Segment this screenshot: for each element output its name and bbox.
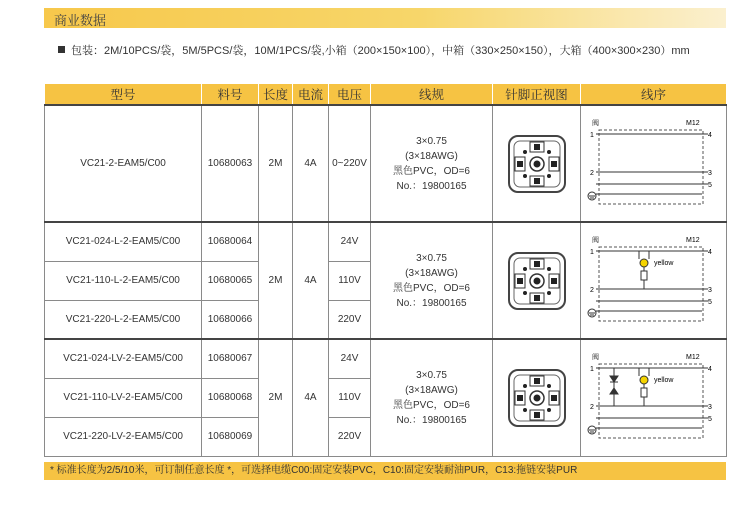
voltage-cell: 220V	[329, 300, 371, 339]
led-icon	[640, 376, 648, 384]
part-cell: 10680067	[202, 339, 259, 378]
pin-label: 4	[707, 365, 712, 373]
led-label: yellow	[653, 376, 673, 384]
part-cell: 10680064	[202, 222, 259, 261]
model-cell: VC21-220-L-2-EAM5/C00	[45, 300, 202, 339]
voltage-cell: 220V	[329, 417, 371, 456]
valve-label: 阀	[591, 353, 599, 361]
pin-label: 3	[707, 286, 712, 294]
pin-label: 2	[589, 403, 594, 411]
pin-view-cell	[493, 105, 581, 222]
model-cell: VC21-110-LV-2-EAM5/C00	[45, 378, 202, 417]
pin-label: 2	[589, 169, 594, 177]
connector-pin-diagram	[506, 367, 568, 429]
model-cell: VC21-110-L-2-EAM5/C00	[45, 261, 202, 300]
length-cell: 2M	[259, 222, 293, 339]
pin-label: 3	[707, 169, 712, 177]
table-row	[45, 222, 727, 261]
section-title: 商业数据	[54, 13, 107, 28]
wire-spec-line: 黑色PVC，OD=6	[393, 282, 470, 294]
wiring-diagram	[584, 231, 724, 331]
model-cell: VC21-024-LV-2-EAM5/C00	[45, 339, 202, 378]
wire-spec-line: (3×18AWG)	[405, 150, 458, 162]
diode-icon	[610, 388, 618, 394]
pin-label: 1	[589, 365, 594, 373]
model-cell: VC21-220-LV-2-EAM5/C00	[45, 417, 202, 456]
wiring-cell	[581, 222, 727, 339]
current-cell: 4A	[293, 339, 329, 456]
length-cell: 2M	[259, 105, 293, 222]
wire-spec-line: 黑色PVC，OD=6	[393, 165, 470, 177]
part-cell: 10680063	[202, 105, 259, 222]
wire-spec-line: 3×0.75	[416, 369, 447, 381]
part-cell: 10680066	[202, 300, 259, 339]
pin-label: 4	[707, 248, 712, 256]
wire-spec-line: 黑色PVC，OD=6	[393, 399, 470, 411]
m12-label: M12	[685, 353, 700, 361]
led-icon	[640, 259, 648, 267]
led-label: yellow	[653, 259, 673, 267]
part-cell: 10680065	[202, 261, 259, 300]
header-current: 电流	[293, 84, 329, 105]
wire-spec-line: No.：19800165	[396, 414, 467, 426]
bullet-square-icon	[58, 46, 65, 53]
current-cell: 4A	[293, 222, 329, 339]
wiring-diagram	[584, 348, 724, 448]
wire-spec-line: (3×18AWG)	[405, 267, 458, 279]
table-row	[45, 105, 727, 222]
voltage-cell: 0~220V	[329, 105, 371, 222]
header-model: 型号	[45, 84, 202, 105]
pin-label: 5	[707, 181, 712, 189]
length-cell: 2M	[259, 339, 293, 456]
wire-spec-cell	[371, 222, 493, 339]
part-cell: 10680069	[202, 417, 259, 456]
wiring-cell	[581, 105, 727, 222]
wire-spec-cell	[371, 339, 493, 456]
wire-spec-line: No.：19800165	[396, 297, 467, 309]
wire-spec-cell	[371, 105, 493, 222]
wiring-cell	[581, 339, 727, 456]
connector-pin-diagram	[506, 250, 568, 312]
pin-label: 5	[707, 298, 712, 306]
packaging-info	[58, 42, 690, 58]
pin-label: 2	[589, 286, 594, 294]
header-part-number: 料号	[202, 84, 259, 105]
footnote-bar	[44, 462, 726, 480]
pin-view-cell	[493, 222, 581, 339]
packaging-text: 包装：2M/10PCS/袋，5M/5PCS/袋，10M/1PCS/袋,小箱（200×150×100），中箱（330×250×150），大箱（400×300×230）mm	[71, 45, 690, 57]
voltage-cell: 24V	[329, 222, 371, 261]
wire-spec-line: No.：19800165	[396, 180, 467, 192]
pin-label: 3	[707, 403, 712, 411]
current-cell: 4A	[293, 105, 329, 222]
m12-label: M12	[685, 236, 700, 244]
model-cell: VC21-024-L-2-EAM5/C00	[45, 222, 202, 261]
pin-view-cell	[493, 339, 581, 456]
header-length: 长度	[259, 84, 293, 105]
pin-label: 4	[707, 131, 712, 139]
wire-spec-line: 3×0.75	[416, 252, 447, 264]
pin-label: 5	[707, 415, 712, 423]
part-cell: 10680068	[202, 378, 259, 417]
voltage-cell: 24V	[329, 339, 371, 378]
connector-pin-diagram	[506, 133, 568, 195]
voltage-cell: 110V	[329, 378, 371, 417]
wiring-diagram	[584, 114, 724, 214]
section-header	[44, 8, 726, 28]
m12-label: M12	[685, 119, 700, 127]
product-table	[44, 84, 727, 457]
header-pin-view: 针脚正视图	[493, 84, 581, 105]
pin-label: 1	[589, 131, 594, 139]
header-wire-spec: 线规	[371, 84, 493, 105]
diode-icon	[610, 376, 618, 382]
model-cell: VC21-2-EAM5/C00	[45, 105, 202, 222]
voltage-cell: 110V	[329, 261, 371, 300]
footnote-text: * 标准长度为2/5/10米，可订制任意长度 *，可选择电缆C00:固定安装PVC，C10:固定安装耐油PUR，C13:拖链安装PUR	[50, 465, 578, 476]
valve-label: 阀	[591, 236, 599, 244]
header-voltage: 电压	[329, 84, 371, 105]
wire-spec-line: (3×18AWG)	[405, 384, 458, 396]
pin-label: 1	[589, 248, 594, 256]
table-header-row	[45, 84, 727, 105]
valve-label: 阀	[591, 119, 599, 127]
wire-spec-line: 3×0.75	[416, 135, 447, 147]
table-row	[45, 339, 727, 378]
header-wiring: 线序	[581, 84, 727, 105]
